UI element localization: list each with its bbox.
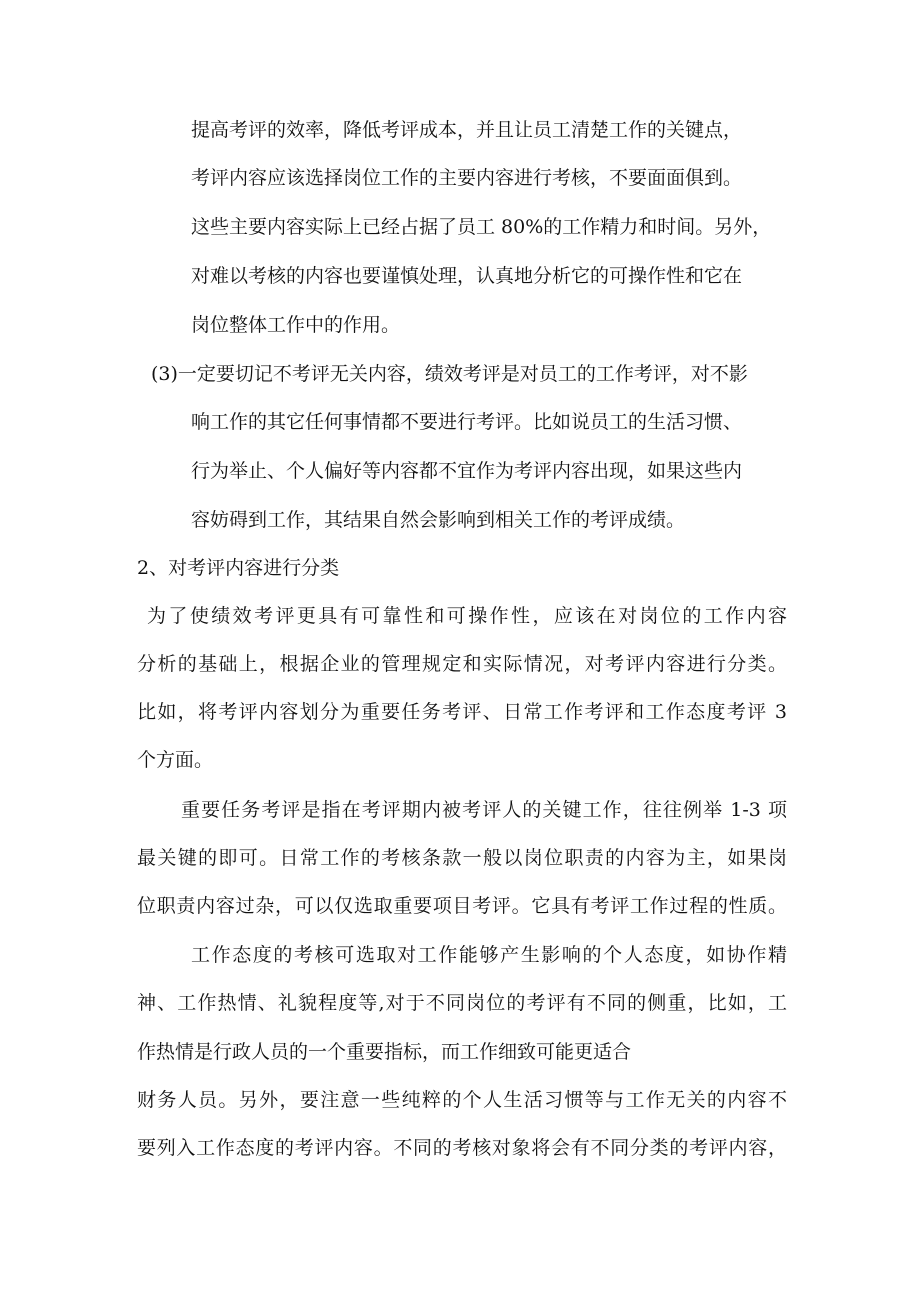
text-line: (3)一定要切记不考评无关内容，绩效考评是对员工的工作考评，对不影 — [151, 363, 748, 385]
text-line: 工作态度的考核可选取对工作能够产生影响的个人态度，如协作精 — [191, 944, 787, 966]
text-line: 重要任务考评是指在考评期内被考评人的关键工作，往往例举 1-3 项 — [181, 799, 787, 821]
text-line: 位职责内容过杂，可以仅选取重要项目考评。它具有考评工作过程的性质。 — [137, 895, 787, 917]
text-line: 比如，将考评内容划分为重要任务考评、日常工作考评和工作态度考评 3 — [137, 701, 787, 723]
text-line: 对难以考核的内容也要谨慎处理，认真地分析它的可操作性和它在 — [191, 265, 743, 287]
text-line: 提高考评的效率，降低考评成本，并且让员工清楚工作的关键点， — [191, 119, 743, 141]
text-line: 考评内容应该选择岗位工作的主要内容进行考核，不要面面俱到。 — [191, 167, 743, 189]
text-line: 财务人员。另外，要注意一些纯粹的个人生活习惯等与工作无关的内容不 — [137, 1089, 787, 1111]
text-line: 神、工作热情、礼貌程度等,对于不同岗位的考评有不同的侧重，比如，工 — [137, 992, 787, 1014]
section-heading: 2、对考评内容进行分类 — [137, 557, 340, 579]
text-line: 个方面。 — [137, 749, 214, 771]
text-line: 这些主要内容实际上已经占据了员工 80%的工作精力和时间。另外， — [191, 216, 772, 238]
text-line: 分析的基础上，根据企业的管理规定和实际情况，对考评内容进行分类。 — [137, 653, 787, 675]
text-line: 岗位整体工作中的作用。 — [191, 314, 401, 336]
text-line: 响工作的其它任何事情都不要进行考评。比如说员工的生活习惯、 — [191, 411, 743, 433]
text-line: 为了使绩效考评更具有可靠性和可操作性，应该在对岗位的工作内容 — [147, 605, 787, 627]
text-line: 行为举止、个人偏好等内容都不宜作为考评内容出现，如果这些内 — [191, 460, 743, 482]
text-line: 最关键的即可。日常工作的考核条款一般以岗位职责的内容为主，如果岗 — [137, 847, 787, 869]
text-line: 要列入工作态度的考评内容。不同的考核对象将会有不同分类的考评内容， — [137, 1137, 787, 1159]
text-line: 作热情是行政人员的一个重要指标，而工作细致可能更适合 — [137, 1041, 632, 1063]
text-line: 容妨碍到工作，其结果自然会影响到相关工作的考评成绩。 — [191, 509, 686, 531]
